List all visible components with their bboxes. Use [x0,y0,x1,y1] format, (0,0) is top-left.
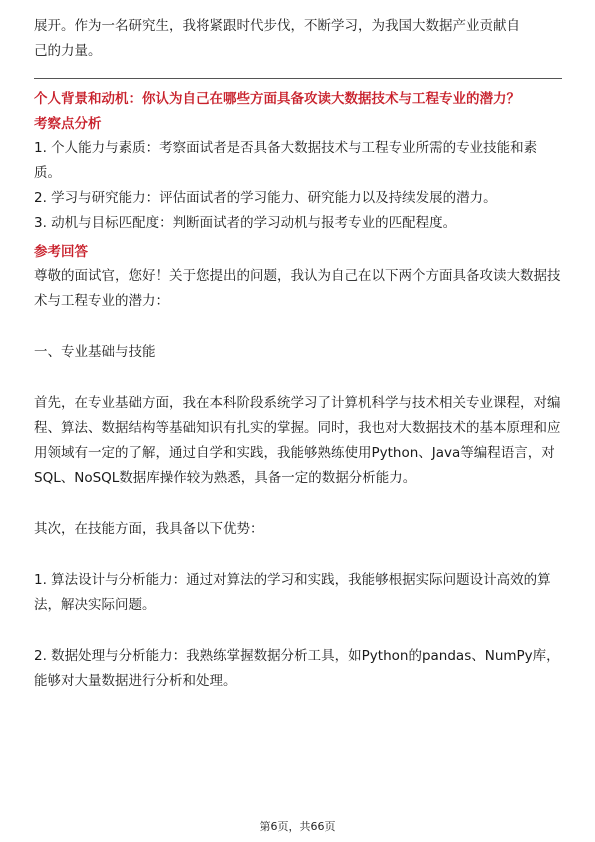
answer-heading: 参考回答 [34,244,88,260]
analysis-heading: 考察点分析 [34,116,102,132]
document-page [34,14,562,694]
spacer [34,491,562,517]
spacer [34,618,562,644]
spacer [34,542,562,568]
intro-line: 展开。作为一名研究生，我将紧跟时代步伐，不断学习，为我国大数据产业贡献自 [34,18,520,34]
analysis-item: 2. 学习与研究能力：评估面试者的学习能力、研究能力以及持续发展的潜力。 [34,190,497,206]
answer-opening: 尊敬的面试官，您好！关于您提出的问题，我认为自己在以下两个方面具备攻读大数据技术与工程专业的潜力： [34,268,561,309]
divider [34,78,562,79]
spacer [34,314,562,340]
intro-line: 己的力量。 [34,43,102,59]
spacer [34,365,562,391]
answer-point: 1. 算法设计与分析能力：通过对算法的学习和实践，我能够根据实际问题设计高效的算法，解决实际问题。 [34,572,551,613]
section-title: 一、专业基础与技能 [34,344,156,360]
answer-point: 2. 数据处理与分析能力：我熟练掌握数据分析工具，如Python的pandas、NumPy库，能够对大量数据进行分析和处理。 [34,648,560,689]
question-heading: 个人背景和动机：你认为自己在哪些方面具备攻读大数据技术与工程专业的潜力？ [34,91,520,107]
analysis-item: 1. 个人能力与素质：考察面试者是否具备大数据技术与工程专业所需的专业技能和素质。 [34,140,538,181]
page-number: 第6页，共66页 [259,820,336,833]
analysis-item: 3. 动机与目标匹配度：判断面试者的学习动机与报考专业的匹配程度。 [34,215,457,231]
answer-paragraph: 首先，在专业基础方面，我在本科阶段系统学习了计算机科学与技术相关专业课程，对编程、算法、数据结构等基础知识有扎实的掌握。同时，我也对大数据技术的基本原理和应用领域有一定的了解，通过自学和实践，我能够熟练使用Python、Java等编程语言，对SQL、NoSQL数据库操作较为熟悉，具备一定的数据分析能力。 [34,395,561,486]
answer-paragraph: 其次，在技能方面，我具备以下优势： [34,521,264,537]
